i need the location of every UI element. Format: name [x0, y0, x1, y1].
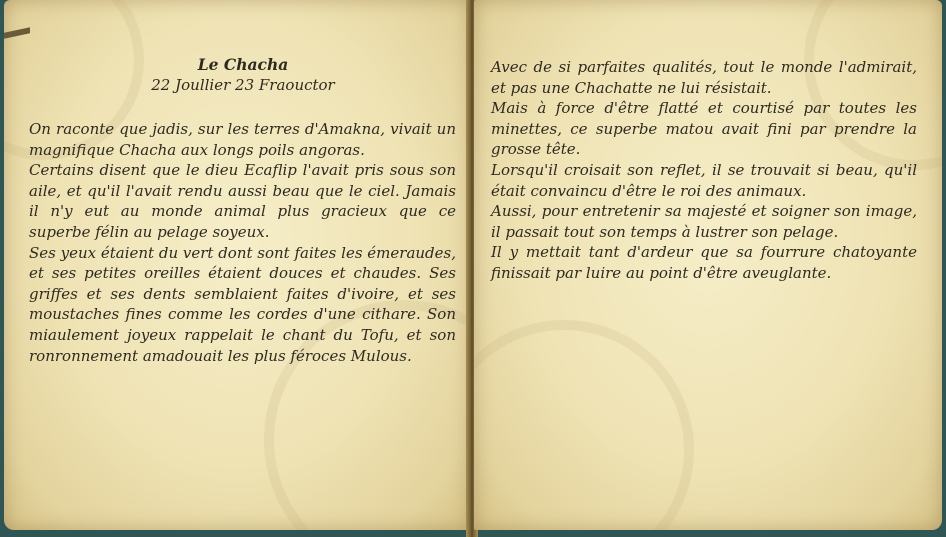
right-page-text — [491, 57, 917, 284]
paragraph: Certains disent que le dieu Ecaflip l'avait pris sous son aile, et qu'il l'avait rendu aussi beau que le ciel. Jamais il n'y eut au monde animal plus gracieux que ce superbe félin au pelage soyeux. — [29, 161, 456, 241]
book-date: 22 Joullier 23 Fraouctor — [151, 76, 335, 94]
paragraph: Mais à force d'être flatté et courtisé par toutes les minettes, ce superbe matou avait fini par prendre la grosse tête. — [491, 99, 917, 159]
left-page[interactable] — [4, 0, 470, 530]
paragraph: Il y mettait tant d'ardeur que sa fourrure chatoyante finissait par luire au point d'être aveuglante. — [491, 243, 917, 282]
paragraph: Aussi, pour entretenir sa majesté et soigner son image, il passait tout son temps à lustrer son pelage. — [491, 202, 917, 241]
book-title: Le Chacha — [197, 55, 289, 74]
paragraph: On raconte que jadis, sur les terres d'Amakna, vivait un magnifique Chacha aux longs poils angoras. — [29, 120, 456, 159]
decorative-swirl — [474, 320, 694, 530]
paragraph: Ses yeux étaient du vert dont sont faites les émeraudes, et ses petites oreilles étaient douces et chaudes. Ses griffes et ses dents semblaient faites d'ivoire, et ses moustaches fines comme les cordes d'une cithare. Son miaulement joyeux rappelait le chant du Tofu, et son ronronnement amadouait les plus féroces Mulous. — [29, 243, 456, 365]
paragraph: Lorsqu'il croisait son reflet, il se trouvait si beau, qu'il était convaincu d'être le roi des animaux. — [491, 160, 917, 200]
paragraph: Avec de si parfaites qualités, tout le monde l'admirait, et pas une Chachatte ne lui résistait. — [491, 58, 917, 97]
left-page-text — [29, 119, 456, 366]
